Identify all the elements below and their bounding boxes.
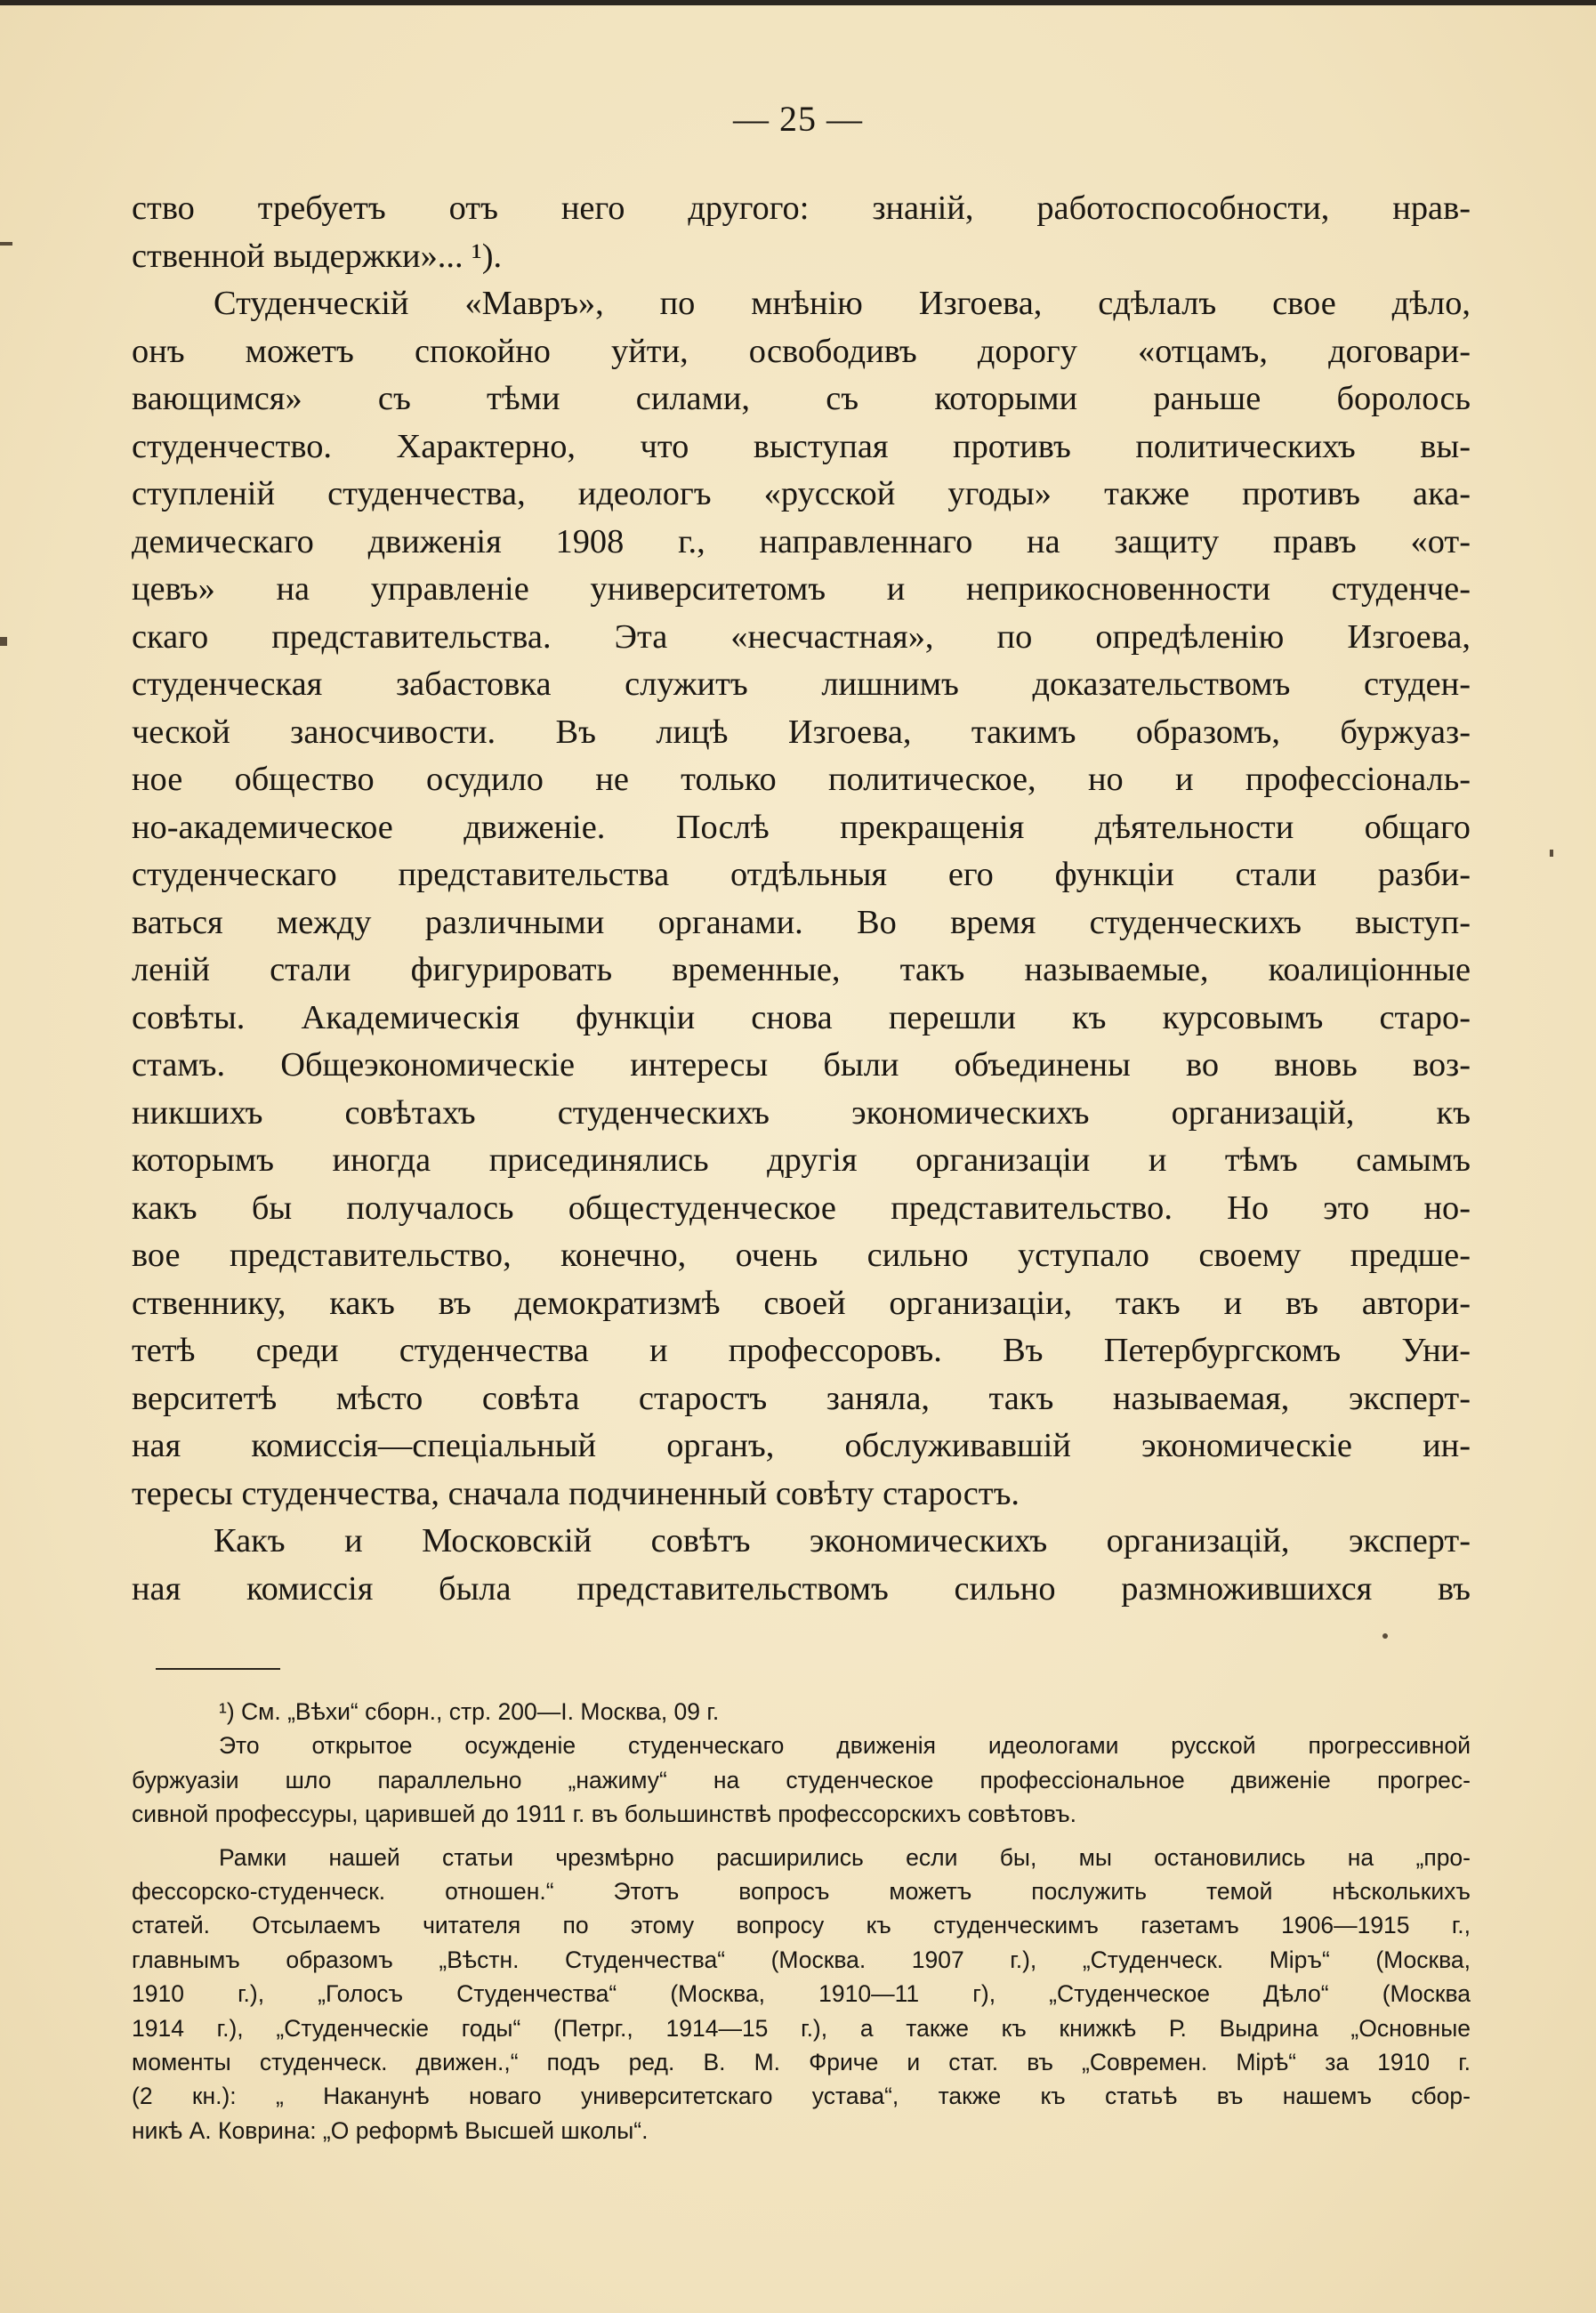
footnote-line: сивной профессуры, царившей до 1911 г. въ большинствѣ профессорскихъ совѣтовъ. [132, 1801, 1077, 1828]
body-line: онъ можетъ спокойно уйти, освободивъ дорогу «отцамъ, договари- [132, 332, 1471, 370]
footnote-line: Рамки нашей статьи чрезмѣрно расширились если бы, мы остановились на „про- [219, 1843, 1471, 1871]
body-line: демическаго движенія 1908 г., направленнаго на защиту правъ «от- [132, 522, 1471, 560]
body-line: верситетѣ мѣсто совѣта старостъ заняла, такъ называемая, эксперт- [132, 1379, 1471, 1417]
body-line: тересы студенчества, сначала подчиненный совѣту старостъ. [132, 1474, 1020, 1512]
footnote-line: 1910 г.), „Голосъ Студенчества“ (Москва, 1910—11 г), „Студенческое Дѣло“ (Москва [132, 1980, 1471, 2008]
footnote-line: ¹) См. „Вѣхи“ сборн., стр. 200—I. Москва, 09 г. [219, 1698, 720, 1725]
body-line: студенческаго представительства отдѣльныя его функціи стали разби- [132, 856, 1471, 893]
body-line: совѣты. Академическія функціи снова перешли къ курсовымъ старо- [132, 998, 1471, 1036]
margin-mark [0, 637, 7, 646]
footnote-line: фессорско-студенческ. отношен.“ Этотъ вопросъ можетъ послужить темой нѣсколькихъ [132, 1878, 1471, 1906]
body-line: цевъ» на управленіе университетомъ и неприкосновенности студенче- [132, 570, 1471, 608]
footnote-line: главнымъ образомъ „Вѣстн. Студенчества“ (Москва. 1907 г.), „Студенческ. Міръ“ (Москва, [132, 1946, 1471, 1973]
body-line: ступленій студенчества, идеологъ «русской угоды» также противъ ака- [132, 475, 1471, 512]
body-line: но-академическое движеніе. Послѣ прекращенія дѣятельности общаго [132, 808, 1471, 846]
body-line: вающимся» съ тѣми силами, съ которыми раньше боролось [132, 380, 1471, 417]
body-line: леній стали фигурировать временные, такъ называемые, коалиціонные [132, 951, 1471, 988]
body-line: ственнику, какъ въ демократизмѣ своей организаціи, такъ и въ автори- [132, 1284, 1471, 1322]
body-line: никшихъ совѣтахъ студенческихъ экономическихъ организацій, къ [132, 1093, 1471, 1132]
footnotes [132, 1695, 1471, 2148]
body-text [132, 185, 1471, 1613]
body-line: тетѣ среди студенчества и профессоровъ. Въ Петербургскомъ Уни- [132, 1332, 1471, 1369]
footnote-line: статей. Отсылаемъ читателя по этому вопросу къ студенческимъ газетамъ 1906—1915 г., [132, 1912, 1471, 1939]
body-line: студенчество. Характерно, что выступая противъ политическихъ вы- [132, 427, 1471, 465]
page-number: — 25 — [733, 99, 863, 139]
body-line: ная комиссія—спеціальный органъ, обслуживавшій экономическіе ин- [132, 1427, 1471, 1464]
body-line: ственной выдержки»... ¹). [132, 237, 503, 275]
footnote-line: буржуазіи шло параллельно „нажиму“ на студенческое профессіональное движеніе прогрес- [132, 1766, 1471, 1793]
footnote-separator [156, 1668, 280, 1670]
footnote-line: Это открытое осужденіе студенческаго движенія идеологами русской прогрессивной [219, 1732, 1471, 1760]
footnote-line: моменты студенческ. движен.,“ подъ ред. В. М. Фриче и стат. въ „Современ. Мірѣ“ за 1910 г. [132, 2049, 1471, 2076]
footnote-line: (2 кн.): „ Наканунѣ новаго университетскаго устава“, также къ статьѣ въ нашемъ сбор- [132, 2083, 1471, 2110]
footnote-line: 1914 г.), „Студенческіе годы“ (Петрг., 1914—15 г.), а также къ книжкѣ Р. Выдрина „Основные [132, 2014, 1471, 2042]
body-line: ство требуетъ отъ него другого: знаній, работоспособности, нрав- [132, 189, 1471, 227]
body-line: Какъ и Московскій совѣтъ экономическихъ организацій, эксперт- [214, 1522, 1471, 1559]
body-line: Студенческій «Мавръ», по мнѣнію Изгоева, сдѣлалъ свое дѣло, [214, 285, 1471, 322]
footnote-line: никѣ А. Коврина: „О реформѣ Высшей школы“. [132, 2116, 649, 2144]
body-line: студенческая забастовка служитъ лишнимъ доказательствомъ студен- [132, 665, 1471, 703]
body-line: ное общество осудило не только политическое, но и профессіональ- [132, 761, 1471, 798]
page-top-edge [0, 0, 1596, 5]
body-line: вое представительство, конечно, очень сильно уступало своему предше- [132, 1237, 1471, 1274]
body-line: стамъ. Общеэкономическіе интересы были объединены во вновь воз- [132, 1046, 1471, 1084]
margin-mark [1382, 1633, 1388, 1639]
body-line: скаго представительства. Эта «несчастная», по опредѣленію Изгоева, [132, 617, 1471, 656]
body-line: ваться между различными органами. Во время студенческихъ выступ- [132, 903, 1471, 941]
body-line: какъ бы получалось общестуденческое представительство. Но это но- [132, 1189, 1471, 1227]
margin-mark [1550, 850, 1553, 857]
body-line: ческой заносчивости. Въ лицѣ Изгоева, такимъ образомъ, буржуаз- [132, 713, 1471, 751]
margin-mark [0, 242, 12, 246]
body-line: которымъ иногда присединялись другія организаціи и тѣмъ самымъ [132, 1141, 1471, 1179]
body-line: ная комиссія была представительствомъ сильно размножившихся въ [132, 1569, 1471, 1608]
